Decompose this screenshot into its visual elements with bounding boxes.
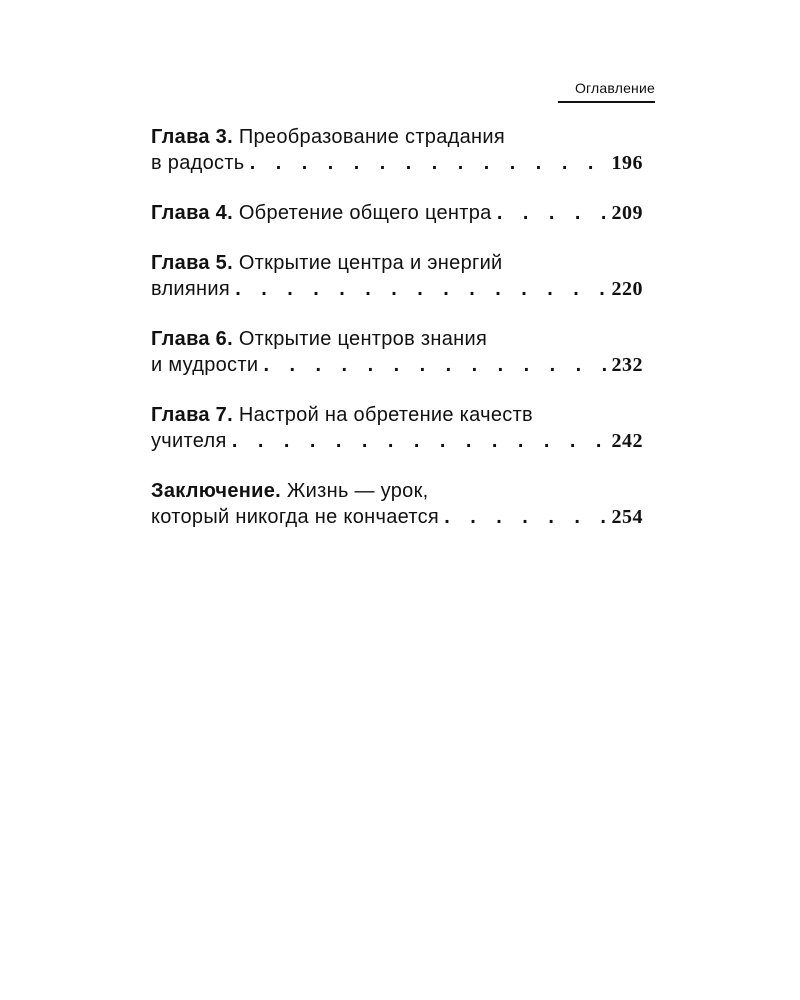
toc-entry-title: Обретение общего центра [238, 202, 492, 224]
running-head-rule [558, 101, 655, 103]
table-of-contents [151, 124, 643, 554]
toc-entry-label: Глава 6. [151, 328, 233, 350]
toc-entry-chapter-4[interactable] [151, 200, 643, 226]
toc-entry-title-continued: учителя [151, 430, 227, 452]
dot-leader [494, 202, 606, 228]
dot-leader [260, 354, 605, 380]
toc-entry-leader-line [151, 276, 643, 302]
toc-entry-page-number: 196 [611, 152, 643, 174]
toc-entry-title-continued: который никогда не кончается [151, 506, 440, 528]
toc-entry-leader-line [151, 150, 643, 176]
toc-entry-label: Глава 4. [151, 202, 233, 224]
toc-entry-title: Жизнь — урок, [286, 480, 429, 502]
toc-entry-chapter-3[interactable] [151, 124, 643, 176]
dot-leader [441, 506, 605, 532]
toc-entry-title: Преобразование страдания [238, 126, 505, 148]
toc-entry-page-number: 242 [611, 430, 643, 452]
toc-entry-title-line [151, 478, 643, 504]
toc-entry-conclusion[interactable] [151, 478, 643, 530]
toc-entry-leader-line [151, 200, 643, 226]
toc-entry-chapter-7[interactable] [151, 402, 643, 454]
toc-entry-label: Глава 3. [151, 126, 233, 148]
toc-entry-chapter-6[interactable] [151, 326, 643, 378]
toc-entry-title-line [151, 402, 643, 428]
dot-leader [232, 278, 606, 304]
toc-entry-title-line [151, 250, 643, 276]
toc-entry-title-line [151, 124, 643, 150]
toc-entry-chapter-5[interactable] [151, 250, 643, 302]
toc-entry-page-number: 209 [611, 202, 643, 224]
toc-entry-leader-line [151, 352, 643, 378]
toc-entry-title: Настрой на обретение качеств [238, 404, 533, 426]
toc-entry-label: Заключение. [151, 480, 282, 502]
dot-leader [229, 430, 606, 456]
toc-entry-title-continued: и мудрости [151, 354, 259, 376]
toc-entry-page-number: 232 [611, 354, 643, 376]
toc-entry-label: Глава 7. [151, 404, 233, 426]
toc-entry-leader-line [151, 428, 643, 454]
toc-entry-title: Открытие центра и энергий [238, 252, 503, 274]
toc-entry-label: Глава 5. [151, 252, 233, 274]
running-head: Оглавление [574, 80, 655, 96]
toc-entry-title-line [151, 326, 643, 352]
dot-leader [247, 152, 606, 178]
toc-entry-page-number: 220 [611, 278, 643, 300]
toc-entry-page-number: 254 [611, 506, 643, 528]
toc-entry-title-continued: влияния [151, 278, 230, 300]
toc-entry-title-continued: в радость [151, 152, 245, 174]
toc-entry-leader-line [151, 504, 643, 530]
toc-entry-title: Открытие центров знания [238, 328, 488, 350]
